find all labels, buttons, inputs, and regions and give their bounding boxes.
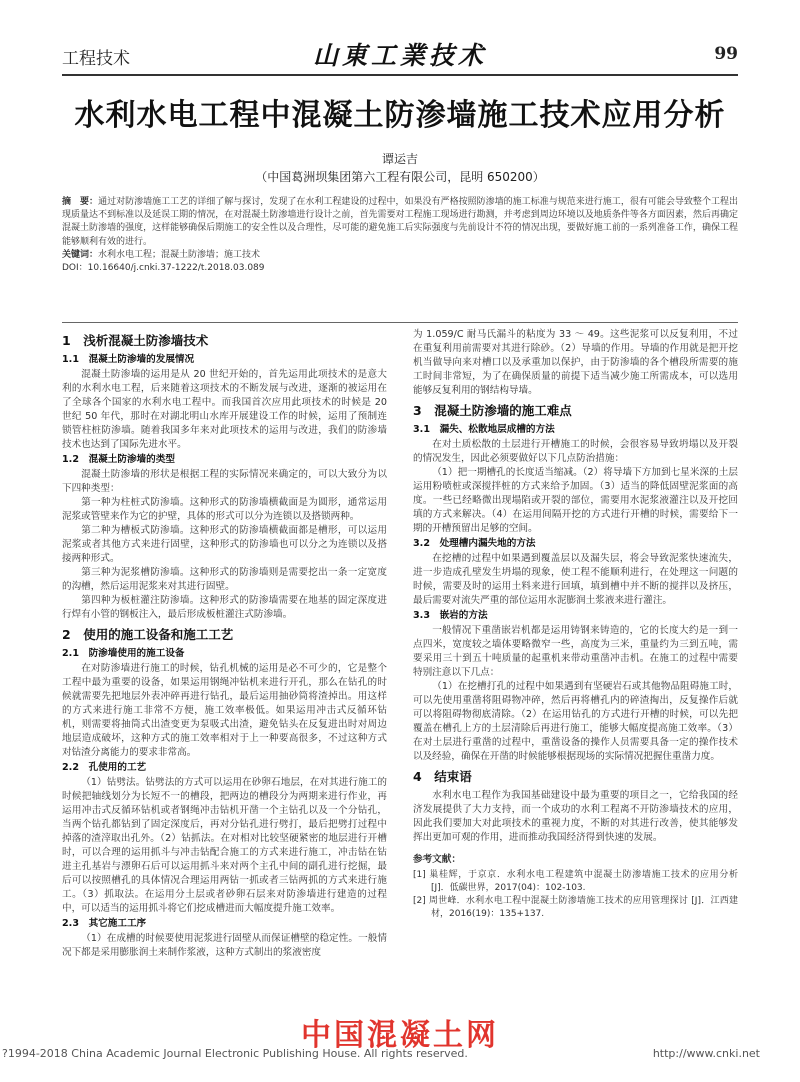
page-number: 99 <box>714 44 738 64</box>
article-meta <box>62 196 738 275</box>
keywords <box>62 249 738 262</box>
body-paragraph: 水利水电工程作为我国基础建设中最为重要的项目之一，它给我国的经济发展提供了大力支持，而一个成功的水利工程离不开防渗墙技术的应用，因此我们要加大对此项技术的重视力度，不断的对其进行改善，使其能够发挥出更加可观的作用，进而推动我国经济得到快速的发展。 <box>413 790 738 843</box>
body-paragraph: 第一种为柱桩式防渗墙。这种形式的防渗墙横截面是为圆形，通常运用泥浆或管壁来作为它的护壁，具体的形式可以分为连锁以及搭锁两种。 <box>62 497 387 522</box>
body-paragraph: （1）在挖槽打孔的过程中如果遇到有坚硬岩石或其他物品阻碍施工时，可以先使用重凿将阻碍物冲碎，然后再将槽孔内的碎渣掏出，反复操作后就可以将阻碍物彻底清除。（2）在运用钻孔的方式进行开槽的时候，可以先把覆盖在槽孔上方的土层清除后再进行施工，能够大幅度提高施工效率。（3）在对土层进行重凿的过程中，重凿设备的操作人员需要具备一定的操作技术以及经验，确保在开凿的时候能够根据现场的实际情况把握住重凿力度。 <box>413 681 738 762</box>
body-paragraph: 在挖槽的过程中如果遇到覆盖层以及漏失层，将会导致泥浆快速流失，进一步造成孔壁发生坍塌的现象，使工程不能顺利进行，在处理这一问题的时候，需要及时的运用土料来进行回填，填到槽中并不断的搅拌以及挤压，最后需要对流失严重的部位运用水泥膨润土浆液来进行灌注。 <box>413 553 738 606</box>
subsection-heading: 1.1 混凝土防渗墙的发展情况 <box>62 354 195 365</box>
subsection-heading: 3.2 处理槽内漏失地的方法 <box>413 538 536 549</box>
body-paragraph: （1）在成槽的时候要使用泥浆进行固壁从而保证槽壁的稳定性。一般情况下都是采用膨胀润土来制作浆液，这种方式制出的浆液密度 <box>62 933 387 958</box>
left-column <box>62 328 387 960</box>
affiliation: （中国葛洲坝集团第六工程有限公司，昆明 650200） <box>255 170 545 184</box>
subsection-heading: 1.2 混凝土防渗墙的类型 <box>62 454 175 465</box>
subsection-heading: 2.2 孔使用的工艺 <box>62 762 147 773</box>
body-paragraph: 第二种为槽板式防渗墙。这种形式的防渗墙横截面都是槽形，可以运用泥浆或者其他方式来进行固壁，这种形式的防渗墙也可以分之为连锁以及搭接两种形式。 <box>62 525 387 564</box>
body-paragraph: 第三种为泥浆槽防渗墙。这种形式的防渗墙则是需要挖出一条一定宽度的沟槽，然后运用泥浆来对其进行固壁。 <box>62 567 387 592</box>
keywords-label: 关键词： <box>62 249 99 260</box>
copyright: ?1994-2018 China Academic Journal Electronic Publishing House. All rights reserved. <box>2 1047 468 1060</box>
section-heading: 2 使用的施工设备和施工工艺 <box>62 627 234 642</box>
right-column <box>413 328 738 921</box>
subsection-heading: 2.3 其它施工工序 <box>62 918 147 929</box>
body-paragraph: 一般情况下重凿嵌岩机都是运用铸钢来铸造的，它的长度大约是一到一点四米，宽度较之墙体要略微窄一些，高度为三米，重量约为三到五吨，需要采用三十到五十吨质量的起重机来带动重凿冲击机。在施工的过程中需要特别注意以下几点： <box>413 625 738 678</box>
journal-name: 山東工業技术 <box>312 41 487 70</box>
keywords-text: 水利水电工程；混凝土防渗墙；施工技术 <box>98 249 261 260</box>
body-paragraph: （1）钻劈法。钻劈法的方式可以运用在砂卵石地层，在对其进行施工的时候把轴线划分为长短不一的槽段，把两边的槽段分为两期来进行作业，再运用冲击式反循环钻机或者钢绳冲击钻机开凿一个主钻孔以及一个分钻孔，当两个钻孔都钻到了固定深度后，再对分钻孔进行劈打，最后把劈打过程中掉落的渣滓取出孔外。（2）钻抓法。在对相对比较坚硬紧密的地层进行开槽时，可以合理的运用抓斗与冲击钻配合施工的方式来进行施工，冲击钻在钻进主孔基岩与漂卵石后可以运用抓斗来对两个主孔中间的副孔进行挖掘，最后可以按照槽孔的具体情况合理运用两钻一抓或者三钻两抓的方式来进行施工。（3）抓取法。在运用分土层或者砂卵石层来对防渗墙进行建造的过程中，可以适当的运用抓斗将它们挖成槽进而大幅度提升施工效率。 <box>62 777 387 914</box>
body-paragraph: 混凝土防渗墙的形状是根据工程的实际情况来确定的，可以大致分为以下四种类型： <box>62 469 387 494</box>
watermark: 中国混凝土网 <box>301 1018 499 1053</box>
subsection-heading: 3.1 漏失、松散地层成槽的方法 <box>413 424 555 435</box>
body-paragraph: （1）把一期槽孔的长度适当缩减。（2）将导墙下方加到七星米深的土层运用粉喷桩或深搅拌桩的方式来给予加固。（3）适当的降低固壁泥浆面的高度。一些已经略微出现塌陷或开裂的部位，需要用水泥浆液灌注以及开挖回填的方式来解决。（4）在运用间隔开挖的方式进行开槽的时候，需要给下一期的开槽预留出足够的空间。 <box>413 467 738 534</box>
author: 谭运吉 <box>381 152 418 166</box>
right-column-body <box>413 328 738 845</box>
body-paragraph: 为 1.059/C 耐马氏漏斗的粘度为 33 ～ 49。这些泥浆可以反复利用，不过在重复利用前需要对其进行除砂。（2）导墙的作用。导墙的作用就是把开挖机当做导向来对槽口以及承重加以保护，由于防渗墙的各个槽段所需要的施工时间非常短，为了在确保质量的前提下适当减少施工所需成本，可以选用能够反复利用的钢结构导墙。 <box>413 329 738 396</box>
abstract-text: 通过对防渗墙施工工艺的详细了解与探讨，发现了在水利工程建设的过程中，如果没有严格按照防渗墙的施工标准与规范来进行施工，很有可能会导致整个工程出现质量达不到标准以及延误工期的情况，在对混凝土防渗墙进行设计之前，首先需要对工程施工现场进行勘测，并考虑到周边环境以及地质条件等各方面因素，然后再确定混凝土防渗墙的强度，这样能够确保后期施工的安全性以及合理性，尽可能的避免施工后实际强度与先前设计不符的情况出现，要做好施工前的一系列准备工作，确保工程能够顺利有效的进行。 <box>62 197 738 247</box>
references-heading: 参考文献： <box>413 854 461 865</box>
subsection-heading: 3.3 嵌岩的方法 <box>413 610 488 621</box>
meta-rule <box>62 322 738 323</box>
abstract <box>62 196 738 249</box>
section-heading: 4 结束语 <box>413 769 472 784</box>
header-rule <box>62 74 738 76</box>
cnki-link[interactable]: http://www.cnki.net <box>652 1047 760 1060</box>
section-heading: 1 浅析混凝土防渗墙技术 <box>62 333 209 348</box>
reference-item: [2] 周世峰．水利水电工程中混凝土防渗墙施工技术的应用管理探讨 [J]．江西建材，2016(19)：135+137. <box>413 896 738 919</box>
page-header <box>62 36 738 70</box>
reference-item: [1] 巢桂辉，于京京．水利水电工程建筑中混凝土防渗墙施工技术的应用分析 [J]．低碳世界，2017(04)：102-103. <box>413 870 738 893</box>
abstract-label: 摘 要： <box>62 197 99 207</box>
article-title: 水利水电工程中混凝土防渗墙施工技术应用分析 <box>74 98 726 133</box>
section-heading: 3 混凝土防渗墙的施工难点 <box>413 403 572 418</box>
subsection-heading: 2.1 防渗墙使用的施工设备 <box>62 648 185 659</box>
section-tag: 工程技术 <box>62 49 130 69</box>
body-paragraph: 第四种为板桩灌注防渗墙。这种形式的防渗墙需要在地基的固定深度进行焊有小管的钢板注入，最后形成板桩灌注式防渗墙。 <box>62 595 387 620</box>
body-paragraph: 在对土质松散的土层进行开槽施工的时候，会很容易导致坍塌以及开裂的情况发生，因此必须要做好以下几点防治措施： <box>413 439 738 464</box>
references <box>413 853 738 921</box>
body-paragraph: 混凝土防渗墙的运用是从 20 世纪开始的，首先运用此项技术的是意大利的水利水电工程，后来随着这项技术的不断发展与改进，逐渐的被运用在了全球各个国家的水利水电工程中。而我国首次应用此项技术的时候是 20 世纪 50 年代，那时在对湖北明山水库开展建设工作的时候，运用了预制连锁管柱桩防渗墙。随着我国多年来对此项技术的运用与改进，我们的防渗墙技术也达到了国际先进水平。 <box>62 369 387 450</box>
doi: DOI：10.16640/j.cnki.37-1222/t.2018.03.089 <box>62 263 265 274</box>
body-paragraph: 在对防渗墙进行施工的时候，钻孔机械的运用是必不可少的，它是整个工程中最为重要的设备，如果运用钢绳冲钻机来进行开孔，那么在钻孔的时候就需要先把地层外表冲碎再进行钻孔，最后运用抽砂筒将渣掉出。用这样的方式来进行施工非常不方便，施工效率极低。如果运用冲击式反循环钻机，则需要将抽筒式出渣变更为泵吸式出渣，避免钻头在反复进出时对周边地层造成破坏，这种方式的施工效率相对于上一种要高很多，不过这种方式对钻渣分离能力的要求非常高。 <box>62 663 387 758</box>
